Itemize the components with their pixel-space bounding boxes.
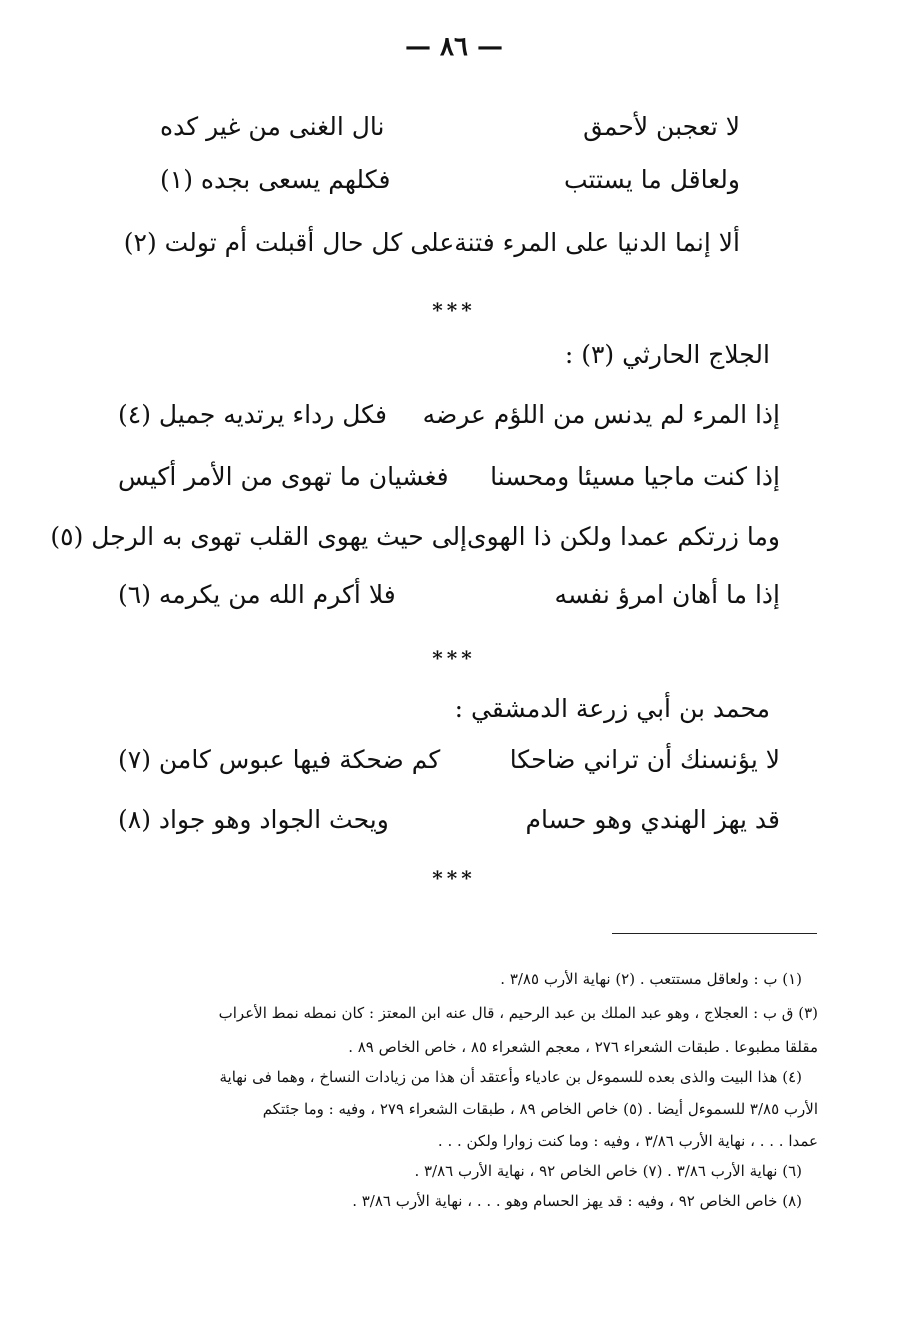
- verse-second-hemistich: فكل رداء يرتديه جميل (٤): [118, 400, 387, 429]
- verse-line: [118, 462, 780, 491]
- verse-first-hemistich: ألا إنما الدنيا على المرء فتنة: [454, 228, 740, 257]
- footnote-line: (٨) خاص الخاص ٩٢ ، وفيه : قد يهز الحسام وهو . . . ، نهاية الأرب ٣/٨٦ .: [352, 1192, 802, 1210]
- verse-first-hemistich: إذا كنت ماجيا مسيئا ومحسنا: [490, 462, 780, 491]
- verse-line: [118, 745, 780, 774]
- verse-first-hemistich: لا تعجبن لأحمق: [583, 112, 740, 141]
- verse-line: [118, 400, 780, 429]
- verse-line: [118, 805, 780, 834]
- verse-first-hemistich: قد يهز الهندي وهو حسام: [525, 805, 780, 834]
- section-separator: ***: [432, 646, 476, 670]
- poet-heading: محمد بن أبي زرعة الدمشقي :: [454, 694, 770, 723]
- verse-second-hemistich: فكلهم يسعى بجده (١): [160, 165, 391, 194]
- section-separator: ***: [432, 298, 476, 322]
- verse-second-hemistich: كم ضحكة فيها عبوس كامن (٧): [118, 745, 441, 774]
- verse-line: [50, 522, 780, 551]
- verse-first-hemistich: إذا ما أهان امرؤ نفسه: [554, 580, 780, 609]
- footnote-line: (١) ب : ولعاقل مستتعب . (٢) نهاية الأرب ٣/٨٥ .: [500, 970, 802, 988]
- verse-second-hemistich: فغشيان ما تهوى من الأمر أكيس: [118, 462, 449, 491]
- verse-first-hemistich: وما زرتكم عمدا ولكن ذا الهوى: [467, 522, 780, 551]
- verse-first-hemistich: لا يؤنسنك أن تراني ضاحكا: [509, 745, 780, 774]
- verse-second-hemistich: على كل حال أقبلت أم تولت (٢): [123, 228, 455, 257]
- poet-heading: الجلاج الحارثي (٣) :: [564, 340, 770, 369]
- verse-line: [160, 165, 740, 194]
- footnote-line: (٣) ق ب : العجلاج ، وهو عبد الملك بن عبد الرحيم ، قال عنه ابن المعتز : كان نمطه نمط الأعراب: [218, 1004, 818, 1022]
- verse-line: [118, 580, 780, 609]
- footnote-line: عمدا . . . ، نهاية الأرب ٣/٨٦ ، وفيه : وما كنت زوارا ولكن . . .: [437, 1132, 818, 1150]
- section-separator: ***: [432, 866, 476, 890]
- verse-second-hemistich: ويحث الجواد وهو جواد (٨): [118, 805, 389, 834]
- footnote-line: (٦) نهاية الأرب ٣/٨٦ . (٧) خاص الخاص ٩٢ ، نهاية الأرب ٣/٨٦ .: [414, 1162, 802, 1180]
- footnote-line: مقلقا مطبوعا . طبقات الشعراء ٢٧٦ ، معجم الشعراء ٨٥ ، خاص الخاص ٨٩ .: [348, 1038, 818, 1056]
- verse-first-hemistich: ولعاقل ما يستتب: [563, 165, 740, 194]
- verse-second-hemistich: فلا أكرم الله من يكرمه (٦): [118, 580, 396, 609]
- verse-first-hemistich: إذا المرء لم يدنس من اللؤم عرضه: [422, 400, 780, 429]
- footnote-line: (٤) هذا البيت والذى بعده للسموءل بن عادياء وأعتقد أن هذا من زيادات النساخ ، وهما فى نهاية: [219, 1068, 802, 1086]
- verse-second-hemistich: نال الغنى من غير كده: [160, 112, 385, 141]
- verse-second-hemistich: إلى حيث يهوى القلب تهوى به الرجل (٥): [50, 522, 468, 551]
- footnote-line: الأرب ٣/٨٥ للسموءل أيضا . (٥) خاص الخاص ٨٩ ، طبقات الشعراء ٢٧٩ ، وفيه : وما جئتكم: [262, 1100, 818, 1118]
- verse-line: [123, 228, 740, 257]
- page-number: — ٨٦ —: [404, 32, 504, 62]
- verse-line: [160, 112, 740, 141]
- footnote-divider: [612, 933, 817, 934]
